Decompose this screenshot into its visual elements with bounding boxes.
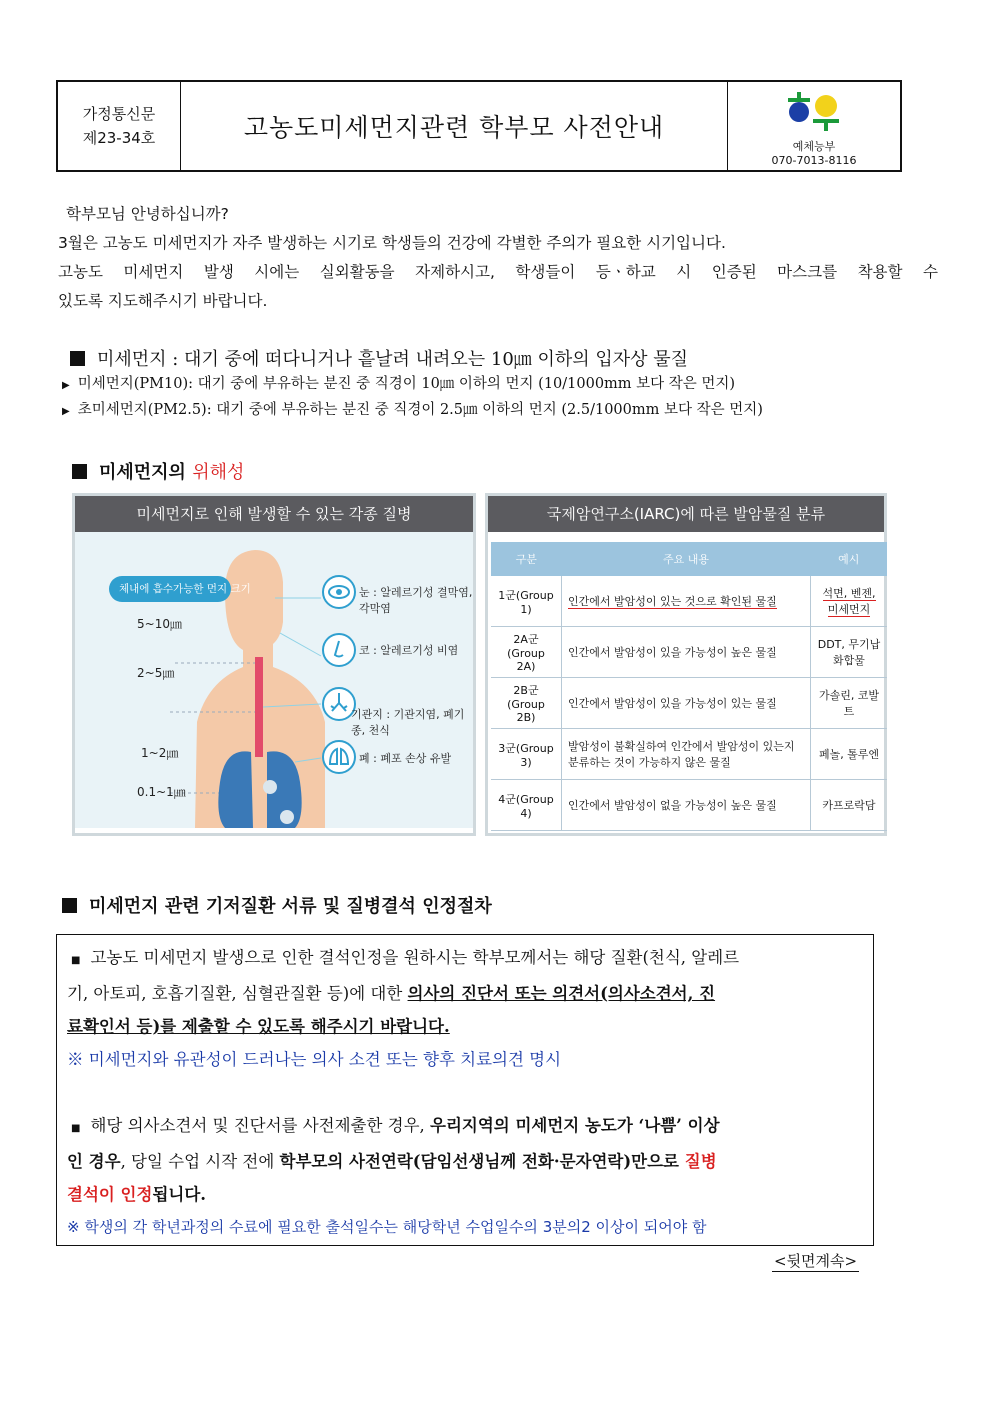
procedure-paragraph-2b [67,1145,863,1178]
disease-bronchi: 기관지 : 기관지염, 폐기종, 천식 [351,708,465,737]
table-row [491,627,887,678]
size-label: 1~2㎛ [141,746,179,760]
p2-g: 결석이 인정 [67,1185,153,1204]
example-cell: 가솔린, 코발트 [811,678,888,729]
page-title: 고농도미세먼지관련 학부모 사전안내 [181,82,728,170]
column-header: 구분 [491,542,562,576]
newsletter-type: 가정통신문 [82,105,156,123]
square-bullet-icon [72,464,87,479]
iarc-panel [485,493,887,836]
size-label: 2~5㎛ [137,666,175,680]
p1-part2: 기, 아토피, 호흡기질환, 심혈관질환 등)에 대한 [67,984,408,1003]
content-cell: 발암성이 불확실하여 인간에서 발암성이 있는지 분류하는 것이 가능하지 않은 물질 [562,729,811,780]
group-cell: 2A군(Group 2A) [491,627,562,678]
harm-heading-highlight: 위해성 [192,462,245,483]
triangle-bullet-icon: ▶ [62,406,70,417]
size-label: 0.1~1㎛ [137,785,186,799]
intro-line-2: 고농도 미세먼지 발생 시에는 실외활동을 자제하시고, 학생들이 등ㆍ하교 시 인증된 마스크를 착용할 수 [58,263,938,281]
iarc-table [491,542,887,831]
diseases-panel-title: 미세먼지로 인해 발생할 수 있는 각종 질병 [75,496,473,532]
definition-heading [70,345,930,371]
procedure-paragraph-1 [67,941,863,977]
list-item-text: 초미세먼지(PM2.5): 대기 중에 부유하는 분진 중 직경이 2.5㎛ 이하의 먼지 (2.5/1000mm 보다 작은 먼지) [77,402,763,418]
square-bullet-icon [70,351,85,366]
issue-number: 제23-34호 [82,129,156,147]
procedure-paragraph-1c: 료확인서 등)를 제출할 수 있도록 해주시기 바랍니다. [67,1017,450,1036]
example-text: 석면, 벤젠, 미세먼지 [822,587,876,616]
disease-nose: 코 : 알레르기성 비염 [359,644,459,657]
table-row [491,576,887,627]
table-header-row [491,542,887,576]
definition-list [62,372,942,424]
intro-section [58,200,938,316]
group-cell: 2B군(Group 2B) [491,678,562,729]
lung-icon [322,740,356,774]
content-cell [562,576,811,627]
p2-h: 됩니다. [152,1185,207,1204]
group-cell: 3군(Group 3) [491,729,562,780]
procedure-note-2: ※ 학생의 각 학년과정의 수료에 필요한 출석일수는 해당학년 수업일수의 3분의2 이상이 되어야 함 [67,1218,707,1236]
p1-underline-1: 의사의 진단서 또는 의견서(의사소견서, 진 [407,984,716,1003]
harm-heading-prefix: 미세먼지의 [99,462,193,483]
iarc-panel-title: 국제암연구소(IARC)에 따른 발암물질 분류 [488,496,884,532]
table-row [491,780,887,831]
table-row [491,729,887,780]
procedure-box [56,934,874,1246]
greeting: 학부모님 안녕하십니까? [66,205,229,223]
example-cell: 카프로락담 [811,780,888,831]
procedure-heading [62,892,492,918]
procedure-note-1: ※ 미세먼지와 유관성이 드러나는 의사 소견 또는 향후 치료의견 명시 [67,1050,562,1069]
square-bullet-icon [62,898,77,913]
procedure-paragraph-2 [67,1109,863,1145]
group-cell: 1군(Group 1) [491,576,562,627]
content-cell: 인간에서 발암성이 없을 가능성이 높은 물질 [562,780,811,831]
harm-heading [72,458,244,484]
eye-icon [322,575,356,609]
example-cell [811,576,888,627]
p2-c: 인 경우 [67,1152,121,1171]
department-phone: 070-7013-8116 [771,154,857,167]
human-body-illustration-icon [75,532,473,828]
triangle-bullet-icon: ▶ [62,380,70,391]
header-table [56,80,902,172]
intro-line-1: 3월은 고농도 미세먼지가 자주 발생하는 시기로 학생들의 건강에 각별한 주의가 필요한 시기입니다. [58,234,726,252]
size-label: 5~10㎛ [137,617,182,631]
example-cell: DDT, 무기납화합물 [811,627,888,678]
procedure-heading-text: 미세먼지 관련 기저질환 서류 및 질병결석 인정절차 [89,896,492,917]
disease-eye: 눈 : 알레르기성 결막염, 각막염 [359,586,473,615]
content-cell: 인간에서 발암성이 있을 가능성이 있는 물질 [562,678,811,729]
list-item [62,372,942,398]
content-cell: 인간에서 발암성이 있을 가능성이 높은 물질 [562,627,811,678]
column-header: 주요 내용 [562,542,811,576]
absorbable-size-tag: 체내에 흡수가능한 먼지 크기 [119,583,251,595]
group-cell: 4군(Group 4) [491,780,562,831]
continued-label: <뒷면계속> [774,1252,858,1270]
list-item-text: 미세먼지(PM10): 대기 중에 부유하는 분진 중 직경이 10㎛ 이하의 먼지 (10/1000mm 보다 작은 먼지) [77,376,736,392]
diseases-illustration [75,532,473,828]
list-item [62,398,942,424]
p2-a: 해당 의사소견서 및 진단서를 사전제출한 경우, [90,1116,431,1135]
issue-cell [58,82,181,170]
p1-part1: 고농도 미세먼지 발생으로 인한 결석인정을 원하시는 학부모께서는 해당 질환(천식, 알레르 [90,948,740,967]
diseases-panel [72,493,476,836]
small-square-bullet-icon: ■ [71,1123,81,1134]
content-text: 인간에서 발암성이 있는 것으로 확인된 물질 [568,595,777,608]
procedure-paragraph-1b [67,977,863,1010]
definition-section [70,345,930,371]
department-name: 예체능부 [792,140,836,153]
p2-e: 학부모의 사전연락(담임선생님께 전화·문자연락)만으로 [279,1152,685,1171]
disease-lung: 폐 : 폐포 손상 유발 [359,752,452,765]
p2-b: 우리지역의 미세먼지 농도가 ‘나쁨’ 이상 [430,1116,720,1135]
column-header: 예시 [811,542,888,576]
example-cell: 페놀, 톨루엔 [811,729,888,780]
intro-line-3: 있도록 지도해주시기 바랍니다. [58,292,268,310]
spacer-line [67,1076,863,1109]
table-row [491,678,887,729]
definition-heading-text: 미세먼지 : 대기 중에 떠다니거나 흩날려 내려오는 10㎛ 이하의 입자상 물질 [97,349,689,370]
logo-cell [728,82,900,170]
p2-d: , 당일 수업 시작 전에 [120,1152,280,1171]
p2-f: 질병 [684,1152,717,1171]
nose-icon [322,633,356,667]
school-logo-icon [782,90,846,134]
procedure-paragraph-2c [67,1178,863,1211]
small-square-bullet-icon: ■ [71,955,81,966]
